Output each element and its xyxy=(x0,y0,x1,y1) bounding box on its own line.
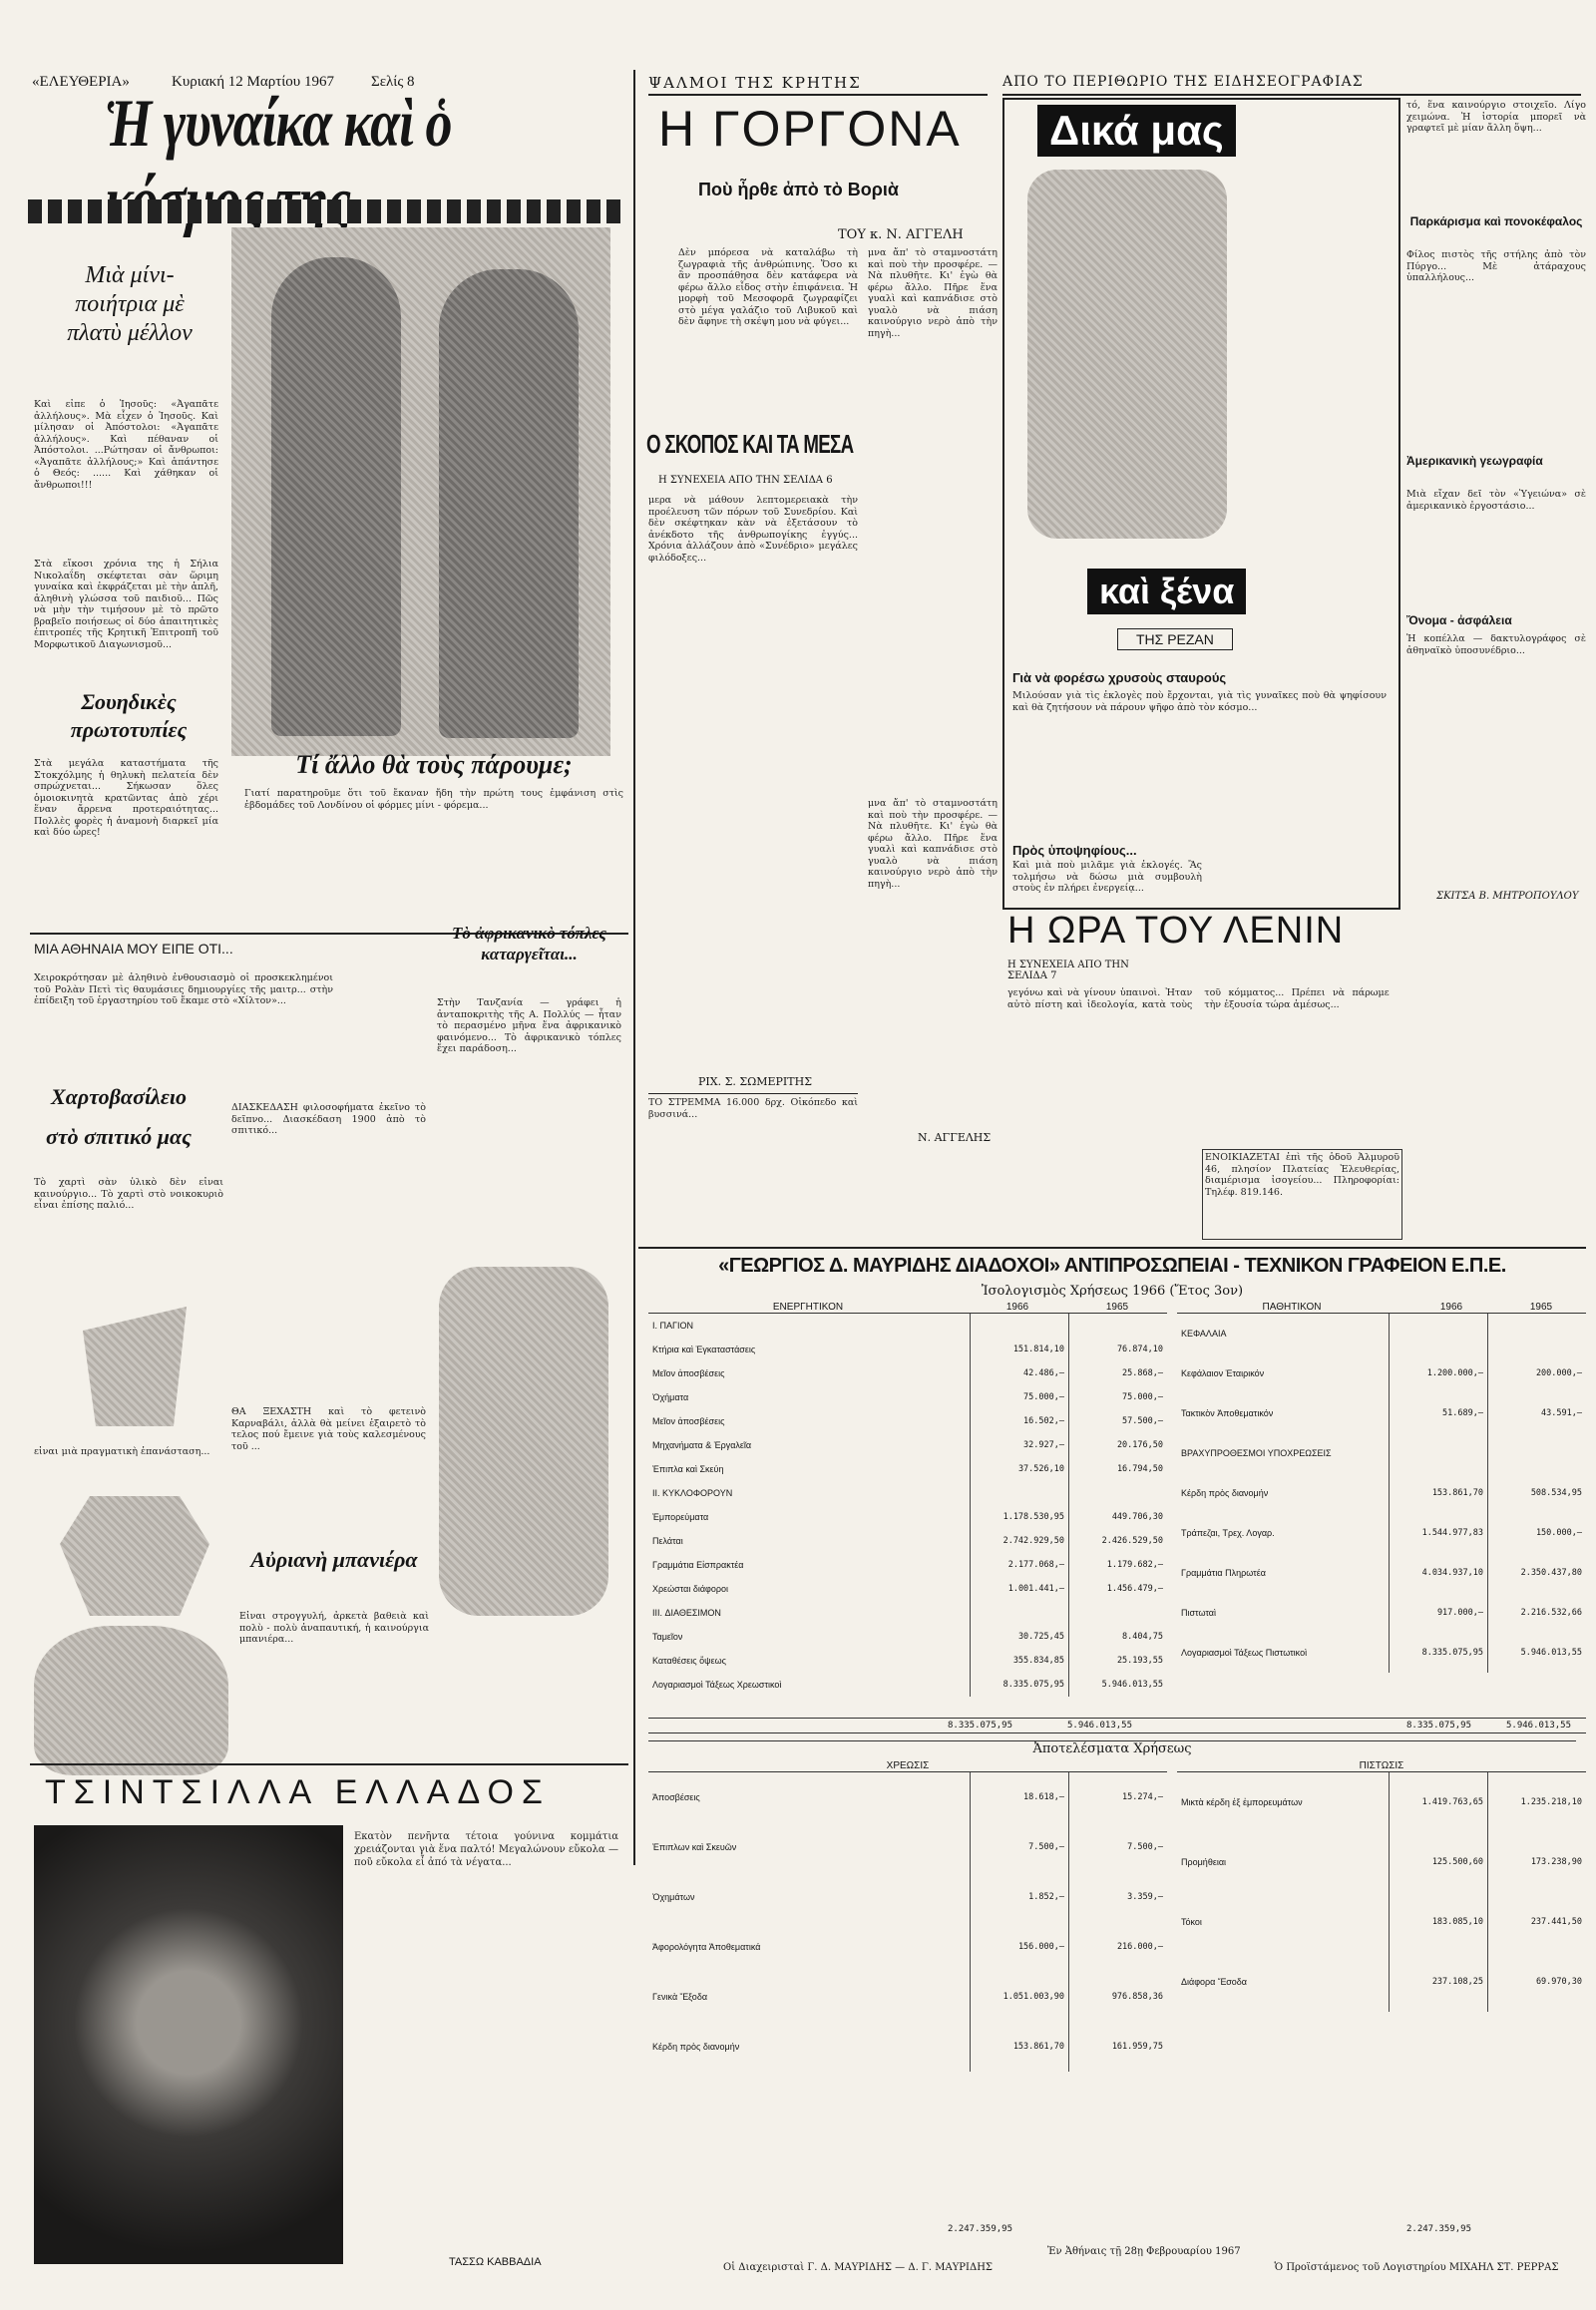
sidebar-kicker: ΑΠΟ ΤΟ ΠΕΡΙΘΩΡΙΟ ΤΗΣ ΕΙΔΗΣΕΟΓΡΑΦΙΑΣ xyxy=(1002,74,1364,90)
debit-value-a: 156.000,— xyxy=(971,1922,1069,1972)
tsintsila-author: ΤΑΣΣΩ ΚΑΒΒΑΔΙΑ xyxy=(449,2256,542,2268)
passive-row xyxy=(1177,1473,1586,1513)
passive-label: ΚΕΦΑΛΑΙΑ xyxy=(1181,1329,1227,1339)
active-label: Λογαριασμοὶ Τάξεως Χρεωστικοὶ xyxy=(652,1680,782,1690)
active-table-wrap xyxy=(648,1302,1167,1697)
active-label: Ὀχήματα xyxy=(652,1392,689,1402)
passive-row xyxy=(1177,1633,1586,1673)
active-row xyxy=(648,1314,1167,1338)
lenin-headline: Η ΩΡΑ ΤΟΥ ΛΕΝΙΝ xyxy=(1007,910,1345,952)
sketch-credit: ΣΚΙΤΣΑ Β. ΜΗΤΡΟΠΟΥΛΟΥ xyxy=(1436,891,1579,902)
parking-body: Φίλος πιστὸς τῆς στήλης ἀπὸ τὸν Πύργο... Μὲ ἀτάραχους ὑπαλλήλους... xyxy=(1406,249,1586,283)
credit-value-a: 237.108,25 xyxy=(1390,1952,1488,2012)
active-label: Μεῖον ἀποσβέσεις xyxy=(652,1368,725,1378)
credit-label: Τόκοι xyxy=(1181,1917,1202,1927)
active-value-a: 1.001.441,— xyxy=(971,1577,1069,1601)
results-total-a: 2.247.359,95 xyxy=(948,2224,1013,2234)
vertical-divider xyxy=(633,70,635,1865)
header-paper: «ΕΛΕΥΘΕΡΙΑ» xyxy=(32,74,130,90)
debit-value-a: 1.852,— xyxy=(971,1872,1069,1922)
passive-value-b: 2.350.437,80 xyxy=(1488,1553,1587,1593)
skopos-author: ΡΙΧ. Σ. ΣΩΜΕΡΙΤΗΣ xyxy=(698,1075,812,1088)
active-year-a: 1966 xyxy=(1005,1302,1029,1313)
active-value-a: 16.502,— xyxy=(971,1409,1069,1433)
active-label: Καταθέσεις ὄψεως xyxy=(652,1656,726,1666)
active-label: Μηχανήματα & Ἐργαλεῖα xyxy=(652,1440,752,1450)
lenin-continuation: Η ΣΥΝΕΧΕΙΑ ΑΠΟ ΤΗΝ ΣΕΛΙΔΑ 7 xyxy=(1007,960,1129,981)
credit-value-b: 237.441,50 xyxy=(1488,1892,1587,1952)
active-value-a: 75.000,— xyxy=(971,1385,1069,1409)
credit-row xyxy=(1177,1952,1586,2012)
dika-mas-title: Δικά μας xyxy=(1037,105,1236,157)
passive-heading: ΠΑΘΗΤΙΚΟΝ xyxy=(1262,1302,1322,1313)
active-row xyxy=(648,1577,1167,1601)
passive-value-a: 4.034.937,10 xyxy=(1390,1553,1488,1593)
active-label: Ταμεῖον xyxy=(652,1632,683,1642)
cup-caption: εἶναι μιὰ πραγματικὴ ἐπανάσταση... xyxy=(34,1446,210,1457)
balance-totals xyxy=(648,1718,1586,1733)
active-value-b: 25.193,55 xyxy=(1069,1649,1168,1673)
name-security-body: Ἡ κοπέλλα — δακτυλογράφος σὲ ἀθηναϊκὸ ὑποσυνέδριο... xyxy=(1406,633,1586,656)
credit-value-b: 173.238,90 xyxy=(1488,1832,1587,1892)
active-value-a: 8.335.075,95 xyxy=(971,1673,1069,1697)
passive-value-b: 2.216.532,66 xyxy=(1488,1593,1587,1633)
passive-row xyxy=(1177,1393,1586,1433)
active-row xyxy=(648,1433,1167,1457)
debit-value-b: 15.274,— xyxy=(1069,1772,1168,1822)
total-passive-1966: 8.335.075,95 xyxy=(1406,1721,1472,1731)
debit-value-a: 1.051.003,90 xyxy=(971,1972,1069,2022)
active-row xyxy=(648,1409,1167,1433)
debit-label: Ἀποσβέσεις xyxy=(652,1792,700,1802)
africa-headline: Τὸ ἀφρικανικὸ τόπλες καταργεῖται... xyxy=(451,924,607,963)
debit-value-a: 18.618,— xyxy=(971,1772,1069,1822)
passive-row xyxy=(1177,1314,1586,1353)
active-value-b xyxy=(1069,1481,1168,1505)
active-value-a: 30.725,45 xyxy=(971,1625,1069,1649)
debit-label: Ἐπιπλων καὶ Σκευῶν xyxy=(652,1842,737,1852)
africa-body: Στὴν Τανζανία — γράφει ἡ ἀνταποκριτὴς τῆς Α. Πολλύς — ἦταν τὸ περασμένο μῆνα ἕνα ἀφρικανικὸ φαινόμενο... Τὸ ἀφρικανικὸ τόπλες ἔχει παράδοση... xyxy=(437,997,621,1054)
gorgona-author: Ν. ΑΓΓΕΛΗΣ xyxy=(918,1131,992,1144)
active-table xyxy=(648,1314,1167,1697)
active-label: Μεῖον ἀποσβέσεις xyxy=(652,1416,725,1426)
active-year-b: 1965 xyxy=(1105,1302,1129,1313)
credit-table xyxy=(1177,1772,1586,2012)
passive-value-b xyxy=(1488,1314,1587,1353)
athens-body: Χειροκρότησαν μὲ ἀληθινὸ ἐνθουσιασμὸ οἱ προσκεκλημένοι τοῦ Ρολὰν Πετὶ τὶς θαυμάσιες δημιουργίες τῆς μαιτρ... στὴν ἐπίδειξη τοῦ ἐργαστηρίου τοῦ ἔκαμε στὸ «Χίλτον»... xyxy=(34,972,333,1006)
debit-value-b: 976.858,36 xyxy=(1069,1972,1168,2022)
kai-xena-title: καὶ ξένα xyxy=(1087,569,1246,614)
balance-date: Ἐν Ἀθήναις τῇ 28ῃ Φεβρουαρίου 1967 xyxy=(1047,2246,1241,2257)
credit-value-b: 69.970,30 xyxy=(1488,1952,1587,2012)
credit-label: Προμήθειαι xyxy=(1181,1857,1227,1867)
active-value-a: 355.834,85 xyxy=(971,1649,1069,1673)
active-value-b: 75.000,— xyxy=(1069,1385,1168,1409)
debit-value-b: 161.959,75 xyxy=(1069,2022,1168,2072)
model-figure-left xyxy=(271,257,401,736)
active-row xyxy=(648,1457,1167,1481)
active-value-b: 2.426.529,50 xyxy=(1069,1529,1168,1553)
diaskedasi-body: ΔΙΑΣΚΕΔΑΣΗ φιλοσοφήματα ἐκεῖνο τὸ δεῖπνο... Διασκέδαση 1900 ἀπὸ τὸ σπιτικό... xyxy=(231,1102,426,1136)
rent-ad: ΕΝΟΙΚΙΑΖΕΤΑΙ ἐπὶ τῆς ὁδοῦ Ἀλμυροῦ 46, πλησίον Πλατείας Ἐλευθερίας, διαμέρισμα ἰσογείου... Πληροφορίαι: Τηλέφ. 819.146. xyxy=(1202,1149,1402,1240)
debit-value-a: 7.500,— xyxy=(971,1822,1069,1872)
active-value-a: 42.486,— xyxy=(971,1361,1069,1385)
candidates-body: Καὶ μιὰ ποὺ μιλᾶμε γιὰ ἐκλογές. Ἂς τολμήσω νὰ δώσω μιὰ συμβουλὴ στοὺς ἐν πλήρει ἐνεργείᾳ... xyxy=(1012,860,1202,894)
active-row xyxy=(648,1673,1167,1697)
active-value-b: 1.179.682,— xyxy=(1069,1553,1168,1577)
debit-row xyxy=(648,1872,1167,1922)
credit-value-a: 125.500,60 xyxy=(1390,1832,1488,1892)
passive-value-a xyxy=(1390,1433,1488,1473)
passive-value-a: 917.000,— xyxy=(1390,1593,1488,1633)
women-title: Ἡ γυναίκα καὶ ὁ xyxy=(105,85,452,161)
passive-label: Κέρδη πρὸς διανομήν xyxy=(1181,1488,1269,1498)
active-row xyxy=(648,1361,1167,1385)
debit-row xyxy=(648,1822,1167,1872)
paper-body: Τὸ χαρτὶ σὰν ὑλικὸ δὲν εἶναι καινούργιο... Τὸ χαρτὶ στὸ νοικοκυριὸ εἶναι ἐπίσης παλιό... xyxy=(34,1177,223,1211)
cartoon-speaker xyxy=(1027,170,1227,539)
active-value-b xyxy=(1069,1314,1168,1338)
active-value-b: 20.176,50 xyxy=(1069,1433,1168,1457)
passive-value-b: 200.000,— xyxy=(1488,1353,1587,1393)
total-passive-1965: 5.946.013,55 xyxy=(1506,1721,1572,1731)
geography-headline: Ἀμερικανικὴ γεωγραφία xyxy=(1406,454,1543,468)
balance-subtitle: Ἰσολογισμὸς Χρήσεως 1966 (Ἔτος 3ον) xyxy=(981,1284,1244,1299)
active-row xyxy=(648,1505,1167,1529)
debit-table xyxy=(648,1772,1167,2072)
company-title: «ΓΕΩΡΓΙΟΣ Δ. ΜΑΥΡΙΔΗΣ ΔΙΑΔΟΧΟΙ» ΑΝΤΙΠΡΟΣΩΠΕΙΑΙ - ΤΕΧΝΙΚΟΝ ΓΡΑΦΕΙΟΝ Ε.Π.Ε. xyxy=(718,1255,1506,1277)
passive-table-wrap xyxy=(1177,1302,1586,1673)
active-label: Πελάται xyxy=(652,1536,683,1546)
active-value-b: 57.500,— xyxy=(1069,1409,1168,1433)
parking-headline: Παρκάρισμα καὶ πονοκέφαλος xyxy=(1409,214,1583,228)
passive-value-a: 153.861,70 xyxy=(1390,1473,1488,1513)
active-row xyxy=(648,1601,1167,1625)
passive-value-b: 150.000,— xyxy=(1488,1513,1587,1553)
rule-gorgona xyxy=(648,94,988,96)
debit-label: Κέρδη πρὸς διανομήν xyxy=(652,2042,740,2052)
active-label: Χρεώσται διάφοροι xyxy=(652,1584,729,1594)
active-label: II. ΚΥΚΛΟΦΟΡΟΥΝ xyxy=(652,1488,733,1498)
gorgona-kicker: ΨΑΛΜΟΙ ΤΗΣ ΚΡΗΤΗΣ xyxy=(648,74,862,92)
active-value-b: 16.794,50 xyxy=(1069,1457,1168,1481)
passive-label: Πιστωταὶ xyxy=(1181,1608,1217,1618)
passive-value-b xyxy=(1488,1433,1587,1473)
passive-value-a: 1.200.000,— xyxy=(1390,1353,1488,1393)
active-label: Ἐπιπλα καὶ Σκεύη xyxy=(652,1464,724,1474)
signer-right: Ὁ Προϊστάμενος τοῦ Λογιστηρίου ΜΙΧΑΗΛ ΣΤ. ΡΕΡΡΑΣ xyxy=(1274,2262,1559,2273)
zexasti-body: ΘΑ ΞΕΧΑΣΤΗ καὶ τὸ φετεινὸ Καρναβάλι, ἀλλὰ θὰ μείνει ἐξαιρετὸ τὸ τελος πού ἔμεινε γιὰ τοὺς καλεσμένους τοῦ ... xyxy=(231,1406,426,1452)
skopos-body: μερα νὰ μάθουν λεπτομερειακὰ τὴν προέλευση τῶν πόρων τοῦ Συνεδρίου. Καὶ δὲν σκέφτηκαν κὰν νὰ ἐξετάσουν τὸ ἀνέκδοτο τῆς ἀνθρωπογίκης ἐγγύς... Χρόνια ἀλλάζουν ἀπὸ «Συνέδριο» μεγάλες φιλόδοξες... xyxy=(648,495,858,564)
total-1966: 8.335.075,95 xyxy=(948,1721,1013,1731)
debit-value-b: 216.000,— xyxy=(1069,1922,1168,1972)
total-1965: 5.946.013,55 xyxy=(1067,1721,1133,1731)
geography-body: Μιὰ εἴχαν δεῖ τὸν «Ὑγειώνα» σὲ ἀμερικανικὸ ἐργοστάσιο... xyxy=(1406,489,1586,512)
credit-label: Μικτὰ κέρδη ἐξ ἐμπορευμάτων xyxy=(1181,1797,1303,1807)
debit-label: Ἀφορολόγητα Ἀποθεματικά xyxy=(652,1942,761,1952)
poem-text: Καὶ εἶπε ὁ Ἰησοῦς: «Ἀγαπᾶτε ἀλλήλους». Μὰ εἶχεν ὁ Ἰησοῦς. Καὶ μίλησαν οἱ Ἀπόστολοι: «Ἀγαπᾶτε ἀλλήλους». Καὶ πέθαναν οἱ Ἀπόστολοι. ...Ρώτησαν οἱ ἄνθρωποι: «Ἀγαπᾶτε ἀλλήλους;» Καὶ ἀπάντησε ὁ Θεός: ...... Καὶ χάθηκαν οἱ ἄνθρωποι!!! xyxy=(34,399,218,491)
debit-wrap xyxy=(648,1760,1167,2072)
credit-value-b: 1.235.218,10 xyxy=(1488,1772,1587,1832)
header-date: Κυριακή 12 Μαρτίου 1967 xyxy=(172,74,334,90)
active-value-b: 76.874,10 xyxy=(1069,1338,1168,1361)
active-value-b: 1.456.479,— xyxy=(1069,1577,1168,1601)
active-value-a: 2.742.929,50 xyxy=(971,1529,1069,1553)
passive-label: Τράπεζαι, Τρεχ. Λογαρ. xyxy=(1181,1528,1275,1538)
passive-value-a: 1.544.977,83 xyxy=(1390,1513,1488,1553)
passive-value-b: 43.591,— xyxy=(1488,1393,1587,1433)
active-value-b: 25.868,— xyxy=(1069,1361,1168,1385)
active-label: I. ΠΑΓΙΟΝ xyxy=(652,1321,693,1331)
passive-label: Κεφάλαιον Ἑταιρικόν xyxy=(1181,1368,1265,1378)
lenin-body: γεγόνω καὶ νὰ γίνουν ὑπαινοὶ. Ἦταν αὐτὸ πίστη καὶ ἰδεολογία, κατὰ τοὺς τοῦ κόμματος... Πρέπει νὰ πάρωμε τὴν ἐξουσία τώρα ἀμέσως... xyxy=(1007,987,1390,1010)
signer-left: Οἱ Διαχειρισταὶ Γ. Δ. ΜΑΥΡΙΔΗΣ — Δ. Γ. ΜΑΥΡΙΔΗΣ xyxy=(723,2262,993,2273)
sidebar-column-body: τό, ἕνα καινούργιο στοιχεῖο. Λίγο χειμώνα. Ἡ ἱστορία μπορεῖ νὰ γραφτεῖ μὲ μίαν ἄλλη ὅψη... xyxy=(1406,100,1586,134)
passive-label: Τακτικὸν Ἀποθεματικόν xyxy=(1181,1408,1274,1418)
passive-label: Λογαριασμοὶ Τάξεως Πιστωτικοὶ xyxy=(1181,1648,1308,1658)
rule-sidebar xyxy=(1002,94,1581,96)
active-row xyxy=(648,1625,1167,1649)
active-heading: ΕΝΕΡΓΗΤΙΚΟΝ xyxy=(772,1302,844,1313)
dancer-sketch xyxy=(439,1267,608,1616)
passive-row xyxy=(1177,1553,1586,1593)
passive-value-a: 51.689,— xyxy=(1390,1393,1488,1433)
passive-table xyxy=(1177,1314,1586,1673)
crosses-headline: Γιὰ νὰ φορέσω χρυσοὺς σταυρούς xyxy=(1012,670,1227,685)
active-value-b: 449.706,30 xyxy=(1069,1505,1168,1529)
credit-value-a: 1.419.763,65 xyxy=(1390,1772,1488,1832)
active-value-a: 151.814,10 xyxy=(971,1338,1069,1361)
debit-heading: ΧΡΕΩΣΙΣ xyxy=(648,1760,1167,1772)
bathtub-headline: Αὐριανὴ μπανιέρα xyxy=(250,1547,418,1572)
passive-row xyxy=(1177,1353,1586,1393)
candidates-headline: Πρὸς ὑποψηφίους... xyxy=(1012,843,1137,858)
active-value-a xyxy=(971,1314,1069,1338)
gorgona-subtitle: Ποὺ ἦρθε ἀπὸ τὸ Βοριὰ xyxy=(698,180,899,199)
rule-tsintsila xyxy=(30,1763,628,1765)
bathtub-photo xyxy=(34,1626,228,1775)
passive-row xyxy=(1177,1433,1586,1473)
chinchilla-photo xyxy=(34,1825,343,2264)
debit-row xyxy=(648,1922,1167,1972)
active-row xyxy=(648,1385,1167,1409)
crosses-body: Μιλούσαν γιὰ τὶς ἐκλογὲς ποὺ ἔρχονται, γιὰ τὶς γυναῖκες ποὺ θὰ ψηφίσουν καὶ θὰ ζητήσουν νὰ πάρουν ψῆφο ἀπὸ τὸν κόσμο... xyxy=(1012,690,1387,713)
debit-row xyxy=(648,2022,1167,2072)
stremma-ad: ΤΟ ΣΤΡΕΜΜΑ 16.000 δρχ. Οἰκόπεδο καὶ βυσσινά... xyxy=(648,1097,858,1120)
active-value-a: 2.177.068,— xyxy=(971,1553,1069,1577)
poet-body: Στὰ εἴκοσι χρόνια της ἡ Σήλια Νικολαΐδη σκέφτεται σὰν ὥριμη γυναίκα καὶ ἐκφράζεται μὲ τὴν ἁπλῆ, ἀληθινὴ γλώσσα τοῦ παιδιοῦ... Πῶς νὰ μὴν τὴν τιμήσουν μὲ τὸ πρῶτο βραβεῖο ποιήσεως οἱ δύο ἀπαιτητικὲς ἐπιτροπές τῆς Κρητικῆ Ἐπιτροπῆ τοῦ Μορφωτικοῦ Διαγωνισμοῦ... xyxy=(34,559,218,650)
poet-headline: Μιὰ μίνι-ποιήτρια μὲ πλατὺ μέλλον xyxy=(67,262,193,346)
active-value-a xyxy=(971,1481,1069,1505)
debit-value-a: 153.861,70 xyxy=(971,2022,1069,2072)
active-value-a: 37.526,10 xyxy=(971,1457,1069,1481)
name-security-headline: Ὄνομα - ἀσφάλεια xyxy=(1406,613,1512,627)
rezan-byline: ΤΗΣ ΡΕΖΑΝ xyxy=(1117,628,1233,650)
active-label: Ἐμπορεύματα xyxy=(652,1512,709,1522)
swedish-body: Στὰ μεγάλα καταστήματα τῆς Στοκχόλμης ἡ θηλυκὴ πελατεία δὲν σπρώχνεται... Σήκωσαν ὅλες ὁμοιοκινητὰ κρατῶντας ἀπὸ χέρι ἕναν ἄρρενα προτεραιότητας... Πολλὲς φορὲς ἡ ἀναμονὴ διαρκεῖ μία καὶ δύο ὧρες! xyxy=(34,758,218,838)
credit-value-a: 183.085,10 xyxy=(1390,1892,1488,1952)
fashion-body: Γιατί παρατηροῦμε ὅτι τοῦ ἔκαναν ἤδη τὴν πρώτη τους ἐμφάνιση στὶς ἐβδομάδες τοῦ Λονδίνου οἱ φόρμες μίνι - φόρεμα... xyxy=(244,788,623,811)
debit-row xyxy=(648,1972,1167,2022)
active-row xyxy=(648,1553,1167,1577)
active-value-a: 1.178.530,95 xyxy=(971,1505,1069,1529)
credit-row xyxy=(1177,1892,1586,1952)
passive-row xyxy=(1177,1593,1586,1633)
passive-label: Γραμμάτια Πληρωτέα xyxy=(1181,1568,1266,1578)
active-value-b: 8.404,75 xyxy=(1069,1625,1168,1649)
passive-value-a: 8.335.075,95 xyxy=(1390,1633,1488,1673)
athens-headline: ΜΙΑ ΑΘΗΝΑΙΑ ΜΟΥ ΕΙΠΕ ΟΤΙ... xyxy=(34,941,233,957)
model-figure-right xyxy=(439,269,579,738)
debit-row xyxy=(648,1772,1167,1822)
tsintsila-headline: ΤΣΙΝΤΣΙΛΛΑ ΕΛΛΑΔΟΣ xyxy=(45,1773,551,1811)
debit-label: Ὀχημάτων xyxy=(652,1892,695,1902)
passive-label: ΒΡΑΧΥΠΡΟΘΕΣΜΟΙ ΥΠΟΧΡΕΩΣΕΙΣ xyxy=(1181,1448,1332,1458)
gorgona-title: Η ΓΟΡΓΟΝΑ xyxy=(658,101,962,157)
rule-balance xyxy=(638,1247,1586,1249)
paper-headline: Χαρτοβασίλειο στὸ σπιτικό μας xyxy=(46,1084,192,1149)
results-heading: Ἀποτελέσματα Χρήσεως xyxy=(648,1740,1576,1756)
active-value-b xyxy=(1069,1601,1168,1625)
fashion-caption: Τί ἄλλο θὰ τοὺς πάρουμε; xyxy=(295,750,573,779)
gorgona-intro: Δὲν μπόρεσα νὰ καταλάβω τὴ ζωγραφιὰ τῆς ἀνθρώπινης. Ὅσο κι ἂν προσπάθησα δὲν κατάφερα νὰ φέρω ἄλλο εἶδος στὴν ἐπιφάνεια. Ἡ μορφὴ τοῦ Μεσοφορᾶ ζωγραφίζει στὸ μέγα γαλάζιο τοῦ Λιβυκοῦ καὶ δὲν ἄφηνε τὴ σκέψη μου νὰ φύγει... xyxy=(678,247,858,327)
ornament-border xyxy=(28,199,626,223)
bathtub-body: Εἶναι στρογγυλή, ἀρκετὰ βαθειὰ καὶ πολὺ - πολὺ ἀναπαυτική, ἡ καινούργια μπανιέρα... xyxy=(239,1611,429,1645)
gorgona-body-2: μνα ἄπ' τὸ σταμνοστάτη καὶ ποὺ τὴν προσφέρε. — Νὰ πλυθῆτε. Κι' ἐγὼ θὰ φέρω ἄλλο. Πῆρε ἕνα γυαλὶ καὶ καπνάδισε στὸ γυαλὸ νὰ πιάση καινούργιο νερὸ ἀπὸ τὴν πηγὴ... xyxy=(868,798,998,890)
credit-row xyxy=(1177,1832,1586,1892)
passive-year-a: 1966 xyxy=(1439,1302,1463,1313)
passive-value-b: 508.534,95 xyxy=(1488,1473,1587,1513)
paper-stool-photo xyxy=(60,1496,209,1616)
gorgona-body: μνα ἄπ' τὸ σταμνοστάτη καὶ ποὺ τὴν προσφέρε. — Νὰ πλυθῆτε. Κι' ἐγὼ θὰ φέρω ἄλλο. Πῆρε ἕνα γυαλὶ καὶ καπνάδισε στὸ γυαλὸ νὰ πιάση καινούργιο νερὸ ἀπὸ τὴν πηγὴ... xyxy=(868,247,998,339)
debit-value-b: 3.359,— xyxy=(1069,1872,1168,1922)
passive-row xyxy=(1177,1513,1586,1553)
active-label: Κτήρια καὶ Ἐγκαταστάσεις xyxy=(652,1345,756,1354)
active-value-b: 5.946.013,55 xyxy=(1069,1673,1168,1697)
active-row xyxy=(648,1529,1167,1553)
tsintsila-body: Εκατὸν πενῆντα τέτοια γούνινα κομμάτια χρειάζονται γιὰ ἕνα παλτό! Μεγαλώνουν εὔκολα — ποῦ εὔκολα εἶ ἀπό τὰ νέγατα... xyxy=(354,1831,618,1868)
debit-label: Γενικὰ Ἔξοδα xyxy=(652,1992,708,2002)
passive-year-b: 1965 xyxy=(1529,1302,1553,1313)
credit-label: Διάφορα Ἔσοδα xyxy=(1181,1977,1248,1987)
active-label: III. ΔΙΑΘΕΣΙΜΟΝ xyxy=(652,1608,721,1618)
active-label: Γραμμάτια Εἰσπρακτέα xyxy=(652,1560,744,1570)
active-row xyxy=(648,1338,1167,1361)
credit-row xyxy=(1177,1772,1586,1832)
paper-cup-photo xyxy=(70,1307,200,1426)
gorgona-byline: ΤΟΥ κ. Ν. ΑΓΓΕΛΗ xyxy=(838,227,964,242)
skopos-headline: Ο ΣΚΟΠΟΣ ΚΑΙ ΤΑ ΜΕΣΑ xyxy=(646,429,854,459)
active-value-a xyxy=(971,1601,1069,1625)
results-total-b: 2.247.359,95 xyxy=(1406,2224,1472,2234)
debit-value-b: 7.500,— xyxy=(1069,1822,1168,1872)
header-page: Σελίς 8 xyxy=(371,74,415,90)
active-row xyxy=(648,1481,1167,1505)
credit-heading: ΠΙΣΤΩΣΙΣ xyxy=(1177,1760,1586,1772)
passive-value-b: 5.946.013,55 xyxy=(1488,1633,1587,1673)
active-row xyxy=(648,1649,1167,1673)
rule-stremma xyxy=(648,1093,858,1094)
active-value-a: 32.927,— xyxy=(971,1433,1069,1457)
passive-value-a xyxy=(1390,1314,1488,1353)
swedish-headline: Σουηδικὲς πρωτοτυπίες xyxy=(70,689,188,742)
skopos-continuation: Η ΣΥΝΕΧΕΙΑ ΑΠΟ ΤΗΝ ΣΕΛΙΔΑ 6 xyxy=(658,475,833,486)
credit-wrap xyxy=(1177,1760,1586,2012)
